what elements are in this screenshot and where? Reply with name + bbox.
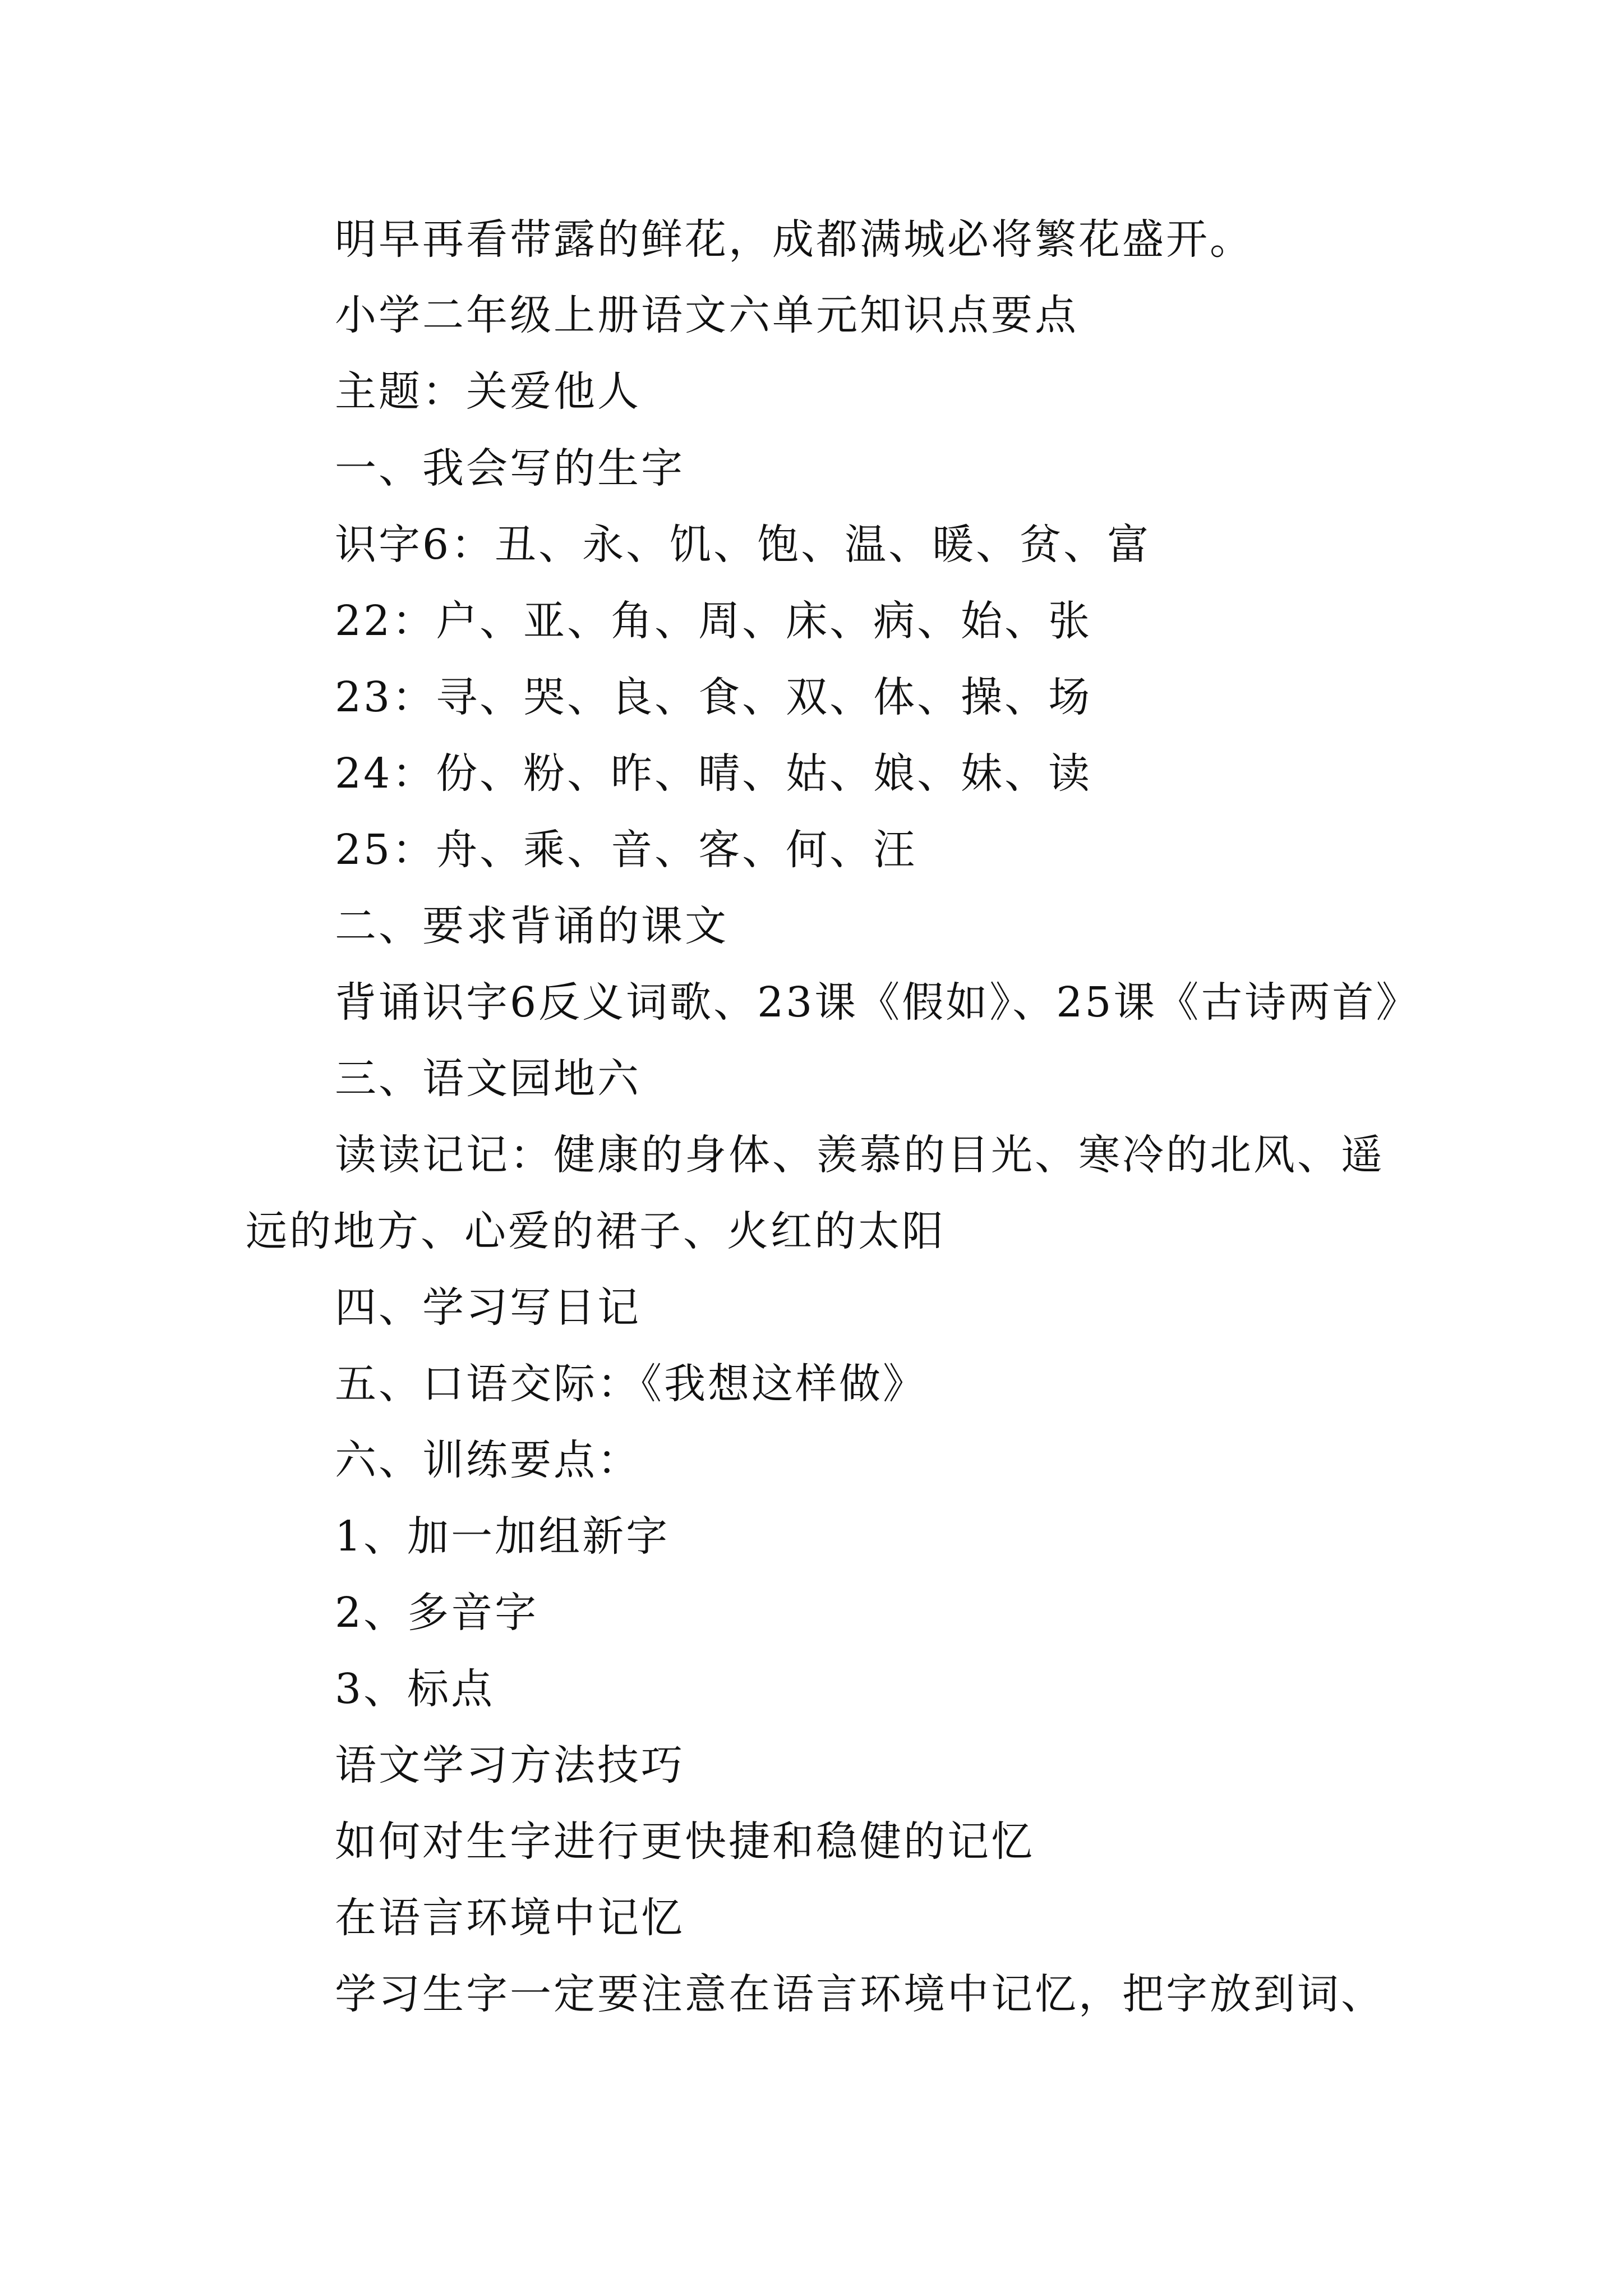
text-line: 在语言环境中记忆 (335, 1894, 685, 1942)
heading-six: 六、训练要点： (335, 1436, 641, 1484)
text-line: 学习生字一定要注意在语言环境中记忆，把字放到词、 (335, 1970, 1385, 2018)
heading-two: 二、要求背诵的课文 (335, 902, 728, 950)
training-point: 2、多音字 (335, 1589, 539, 1637)
text-line-1: 明早再看带露的鲜花，成都满城必将繁花盛开。 (335, 215, 1253, 264)
section-title-methods: 语文学习方法技巧 (335, 1741, 685, 1789)
theme-line: 主题：关爱他人 (335, 367, 641, 416)
vocabulary-line-continued: 远的地方、心爱的裙子、火红的太阳 (246, 1207, 946, 1255)
character-list-line: 识字6：丑、永、饥、饱、温、暖、贫、富 (335, 521, 1151, 569)
heading-one: 一、我会写的生字 (335, 444, 685, 493)
training-point: 3、标点 (335, 1665, 495, 1713)
vocabulary-line: 读读记记：健康的身体、羡慕的目光、寒冷的北风、遥 (335, 1131, 1385, 1179)
recitation-line: 背诵识字6反义词歌、23课《假如》、25课《古诗两首》 (335, 978, 1420, 1027)
character-list-line: 23：寻、哭、良、食、双、体、操、场 (335, 673, 1092, 721)
character-list-line: 24：份、粉、昨、晴、姑、娘、妹、读 (335, 749, 1092, 798)
character-list-line: 22：户、亚、角、周、床、病、始、张 (335, 597, 1092, 645)
heading-four: 四、学习写日记 (335, 1283, 641, 1332)
text-line: 如何对生字进行更快捷和稳健的记忆 (335, 1818, 1035, 1866)
section-title: 小学二年级上册语文六单元知识点要点 (335, 291, 1078, 339)
heading-three: 三、语文园地六 (335, 1055, 641, 1103)
training-point: 1、加一加组新字 (335, 1512, 670, 1561)
heading-five: 五、口语交际：《我想这样做》 (335, 1360, 926, 1408)
character-list-line: 25：舟、乘、音、客、何、汪 (335, 826, 917, 874)
